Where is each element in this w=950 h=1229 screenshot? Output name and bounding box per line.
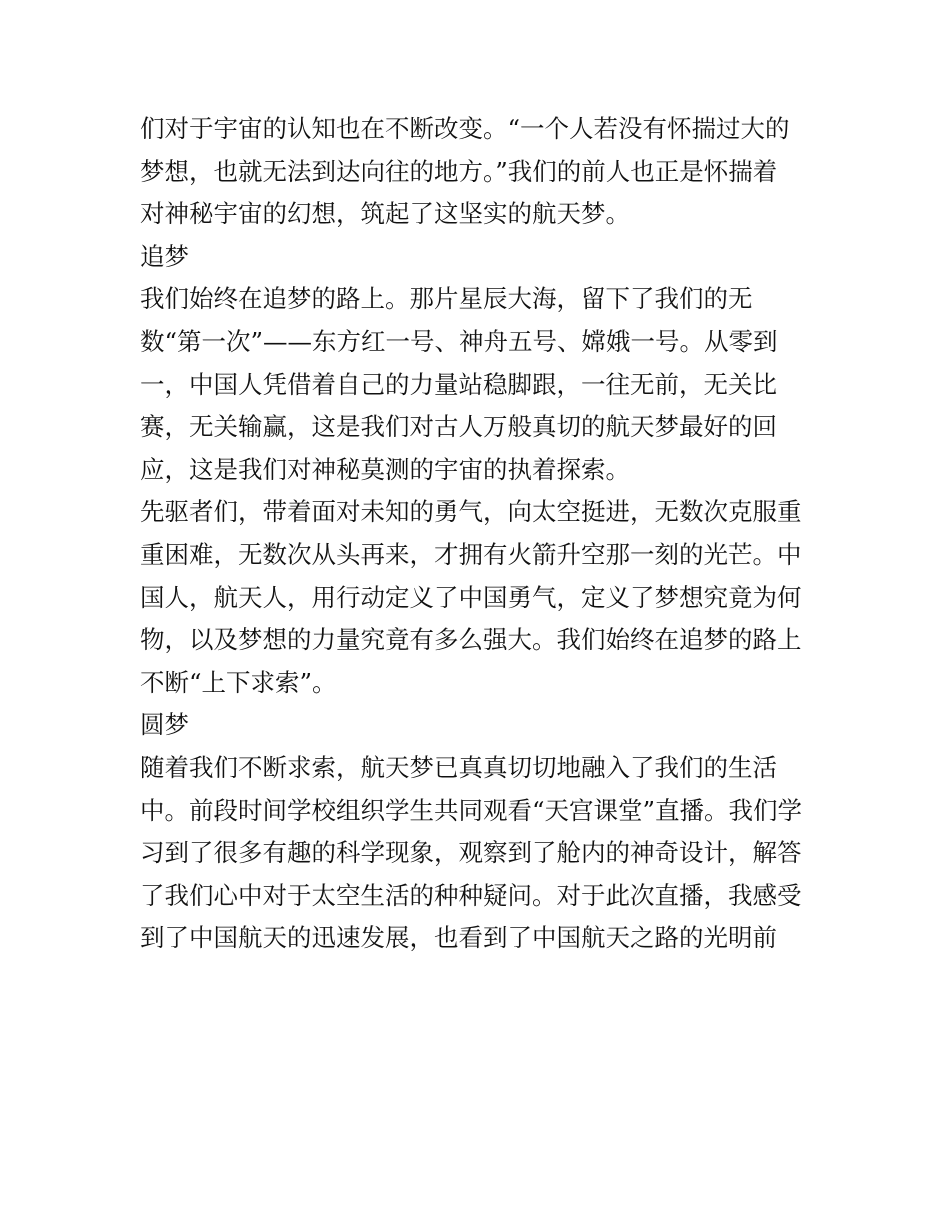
text-line: 随着我们不断求索，航天梦已真真切切地融入了我们的生活 — [140, 752, 777, 782]
text-line: 一，中国人凭借着自己的力量站稳脚跟，一往无前，无关比 — [140, 369, 777, 399]
text-line: 中。前段时间学校组织学生共同观看“天宫课堂”直播。我们学 — [140, 795, 803, 825]
text-line: 到了中国航天的迅速发展，也看到了中国航天之路的光明前 — [140, 923, 777, 953]
text-line: 们对于宇宙的认知也在不断改变。“一个人若没有怀揣过大的 — [140, 114, 790, 143]
text-line: 不断“上下求索”。 — [140, 667, 337, 697]
text-line: 重困难，无数次从头再来，才拥有火箭升空那一刻的光芒。中 — [140, 539, 802, 569]
section-heading-yuanmeng: 圆梦 — [140, 710, 189, 740]
text-line: 了我们心中对于太空生活的种种疑问。对于此次直播，我感受 — [140, 880, 802, 910]
text-line: 先驱者们，带着面对未知的勇气，向太空挺进，无数次克服重 — [140, 497, 802, 527]
text-line: 梦想，也就无法到达向往的地方。”我们的前人也正是怀揣着 — [140, 156, 778, 186]
section-heading-zhuimeng: 追梦 — [140, 241, 189, 271]
text-line: 对神秘宇宙的幻想，筑起了这坚实的航天梦。 — [140, 199, 630, 229]
text-line: 物，以及梦想的力量究竟有多么强大。我们始终在追梦的路上 — [140, 625, 802, 655]
document-body — [140, 108, 820, 960]
text-line: 数“第一次”——东方红一号、神舟五号、嫦娥一号。从零到 — [140, 326, 778, 356]
text-line: 习到了很多有趣的科学现象，观察到了舱内的神奇设计，解答 — [140, 838, 802, 868]
text-line: 赛，无关输赢，这是我们对古人万般真切的航天梦最好的回 — [140, 412, 777, 442]
text-line: 应，这是我们对神秘莫测的宇宙的执着探索。 — [140, 454, 630, 484]
text-line: 我们始终在追梦的路上。那片星辰大海，留下了我们的无 — [140, 284, 753, 314]
text-line: 国人，航天人，用行动定义了中国勇气，定义了梦想究竟为何 — [140, 582, 802, 612]
